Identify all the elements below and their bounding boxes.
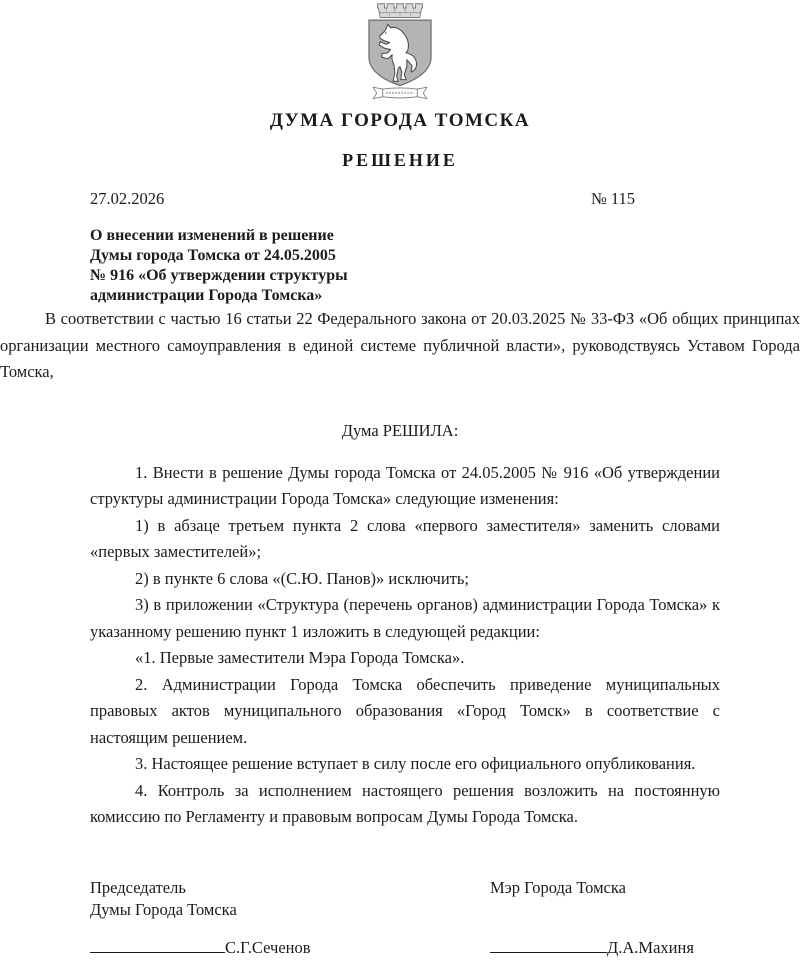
organization-name: ДУМА ГОРОДА ТОМСКА: [269, 110, 531, 131]
body-paragraph: 3. Настоящее решение вступает в силу после его официального опубликования.: [135, 754, 696, 773]
right-signature-line: [490, 938, 607, 953]
left-signatory-title-line1: Председатель: [90, 877, 186, 897]
resolution-heading: Дума РЕШИЛА:: [341, 420, 459, 440]
body-paragraph: 2) в пункте 6 слова «(С.Ю. Панов)» исключить;: [135, 568, 469, 588]
preamble-paragraph: В соответствии с частью 16 статьи 22 Федерального закона от 20.03.2025 № 33-ФЗ «Об общих принципах организации местного самоуправления в единой системе публичной власти», руководствуясь Уставом Города Томска,: [0, 309, 800, 381]
left-signatory-name: С.Г.Сеченов: [225, 937, 311, 957]
mural-crown-icon: [378, 4, 423, 18]
document-number: № 115: [590, 189, 635, 208]
right-signature: [490, 938, 694, 958]
document-date: 27.02.2026: [90, 189, 165, 208]
tomsk-coat-of-arms-icon: [356, 2, 444, 102]
body-paragraph: 3) в приложении «Структура (перечень органов) администрации Города Томска» к указанному решению пункт 1 изложить в следующей редакции:: [90, 595, 720, 641]
left-signature-line: [90, 938, 225, 953]
body-paragraph: 1. Внести в решение Думы города Томска от 24.05.2005 № 916 «Об утверждении структуры администрации Города Томска» следующие изменения:: [90, 462, 720, 508]
document-title-line: администрации Города Томска»: [90, 287, 323, 304]
body-paragraph: 1) в абзаце третьем пункта 2 слова «первого заместителя» заменить словами «первых заместителей»;: [90, 515, 720, 561]
right-signatory-name: Д.А.Махиня: [607, 937, 694, 957]
right-signatory-title: Мэр Города Томска: [490, 877, 626, 897]
signature-titles-row: [90, 877, 720, 921]
document-body: [90, 460, 720, 831]
signature-names-row: [90, 938, 720, 960]
document-title-line: № 916 «Об утверждении структуры: [90, 267, 348, 284]
document-title-line: Думы города Томска от 24.05.2005: [90, 247, 336, 264]
document-type-title: РЕШЕНИЕ: [342, 150, 458, 170]
coat-of-arms-svg: [356, 2, 444, 102]
motto-ribbon-icon: [373, 87, 426, 98]
body-paragraph: «1. Первые заместители Мэра Города Томска».: [135, 648, 465, 667]
body-paragraph: 2. Администрации Города Томска обеспечить приведение муниципальных правовых актов муниципального образования «Город Томск» в соответствие с настоящим решением.: [90, 674, 720, 747]
document-title: [90, 226, 450, 306]
left-signatory-title-line2: Думы Города Томска: [90, 899, 237, 919]
body-paragraph: 4. Контроль за исполнением настоящего решения возложить на постоянную комиссию по Регламенту и правовым вопросам Думы Города Томска.: [90, 780, 720, 826]
document-title-line: О внесении изменений в решение: [90, 227, 334, 244]
date-number-row: [90, 189, 720, 209]
